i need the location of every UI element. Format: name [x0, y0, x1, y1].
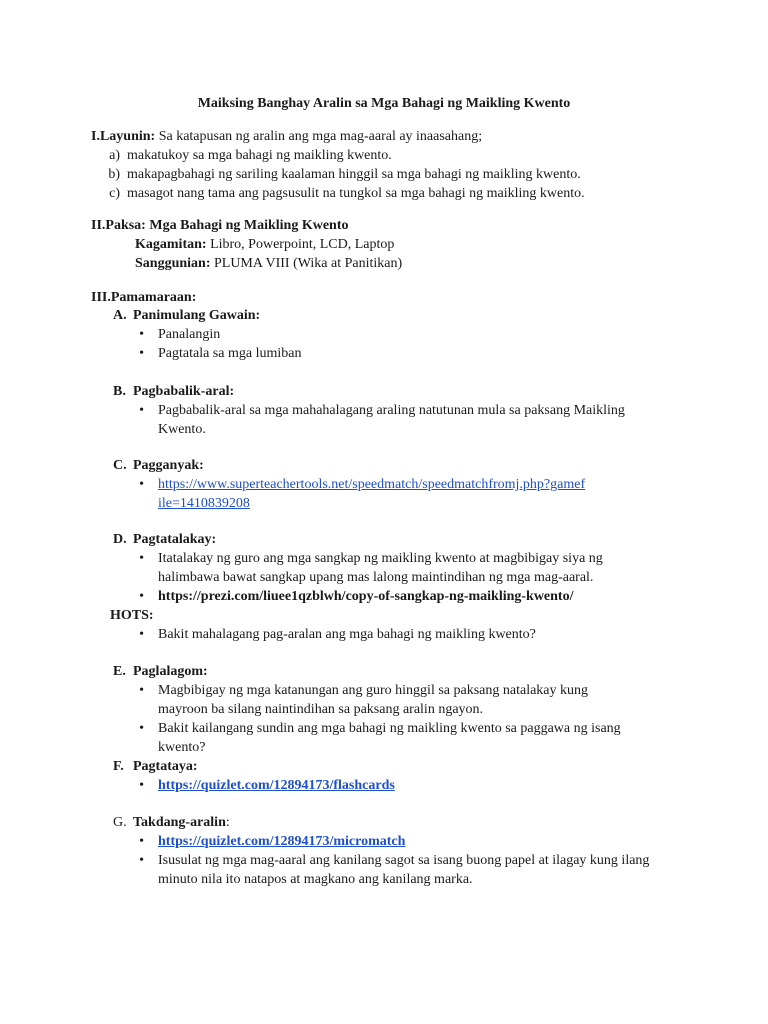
- paksa-label: II.Paksa:: [91, 218, 146, 233]
- pagtataya-section: F. Pagtataya: • https://quizlet.com/12894173/flashcards: [91, 757, 691, 795]
- list-item: • https://prezi.com/liuee1qzblwh/copy-of-sangkap-ng-maikling-kwento/: [91, 587, 691, 606]
- list-item: • Pagbabalik-aral sa mga mahahalagang araling natutunan mula sa paksang Maikling Kwento.: [139, 403, 625, 437]
- list-item: • https://www.superteachertools.net/speedmatch/speedmatchfromj.php?gamefile=1410839208: [139, 477, 586, 511]
- paglalagom-section: E. Paglalagom: • Magbibigay ng mga katanungan ang guro hinggil sa paksang natalakay kung mayroon ba silang naintindihan sa paksang aralin ngayon. • Bakit kailangang sundin ang mga bahagi ng maikling kwento sa paggawa ng isang kwento?: [91, 662, 691, 757]
- sanggunian-label: Sanggunian:: [135, 256, 211, 271]
- takdang-aralin-section: G. Takdang-aralin : • https://quizlet.com/12894173/micromatch • Isusulat ng mga mag-aaral ang kanilang sagot sa isang buong papel at ilagay kung ilang minuto nila ito natapos at magkano ang kanilang marka.: [91, 813, 691, 889]
- list-item: • https://quizlet.com/12894173/micromatch: [139, 834, 406, 849]
- pagbabalik-aral-title: Pagbabalik-aral:: [133, 384, 235, 399]
- panimulang-gawain-title: Panimulang Gawain:: [133, 308, 261, 323]
- speedmatch-link[interactable]: https://www.superteachertools.net/speedmatch/speedmatchfromj.php?gamefile=1410839208: [158, 477, 586, 511]
- list-item: • Bakit kailangang sundin ang mga bahagi ng maikling kwento sa paggawa ng isang kwento?: [139, 721, 621, 755]
- list-item: • Pagtatala sa mga lumiban: [139, 346, 302, 361]
- list-item: • Bakit mahalagang pag-aralan ang mga bahagi ng maikling kwento?: [139, 627, 536, 642]
- layunin-label: I.Layunin:: [91, 129, 156, 144]
- kagamitan-label: Kagamitan:: [135, 237, 207, 252]
- pagtataya-title: Pagtataya:: [133, 759, 198, 774]
- list-item: • Magbibigay ng mga katanungan ang guro hinggil sa paksang natalakay kung mayroon ba silang naintindihan sa paksang aralin ngayon.: [139, 683, 589, 717]
- panimulang-gawain-section: A. Panimulang Gawain: • Panalangin • Pagtatala sa mga lumiban: [91, 306, 691, 363]
- list-item: b) makapagbahagi ng sariling kaalaman hinggil sa mga bahagi ng maikling kwento.: [108, 167, 581, 182]
- pamamaraan-label: III.Pamamaraan:: [91, 290, 197, 305]
- list-item: • Itatalakay ng guro ang mga sangkap ng maikling kwento at magbibigay siya ng halimbawa bawat sangkap upang mas lalong maintindihan ng mga mag-aaral.: [139, 551, 603, 585]
- quizlet-flashcards-link[interactable]: https://quizlet.com/12894173/flashcards: [158, 778, 395, 793]
- pagtatalakay-title: Pagtatalakay:: [133, 532, 217, 547]
- page-title: Maiksing Banghay Aralin sa Mga Bahagi ng Maikling Kwento: [197, 96, 571, 111]
- sanggunian-value: PLUMA VIII (Wika at Panitikan): [213, 256, 403, 271]
- list-item: • https://quizlet.com/12894173/flashcards: [139, 778, 395, 793]
- pagbabalik-aral-section: B. Pagbabalik-aral: • Pagbabalik-aral sa mga mahahalagang araling natutunan mula sa paksang Maikling Kwento.: [91, 382, 691, 439]
- list-item: c) masagot nang tama ang pagsusulit na tungkol sa mga bahagi ng maikling kwento.: [109, 186, 585, 201]
- quizlet-micromatch-link[interactable]: https://quizlet.com/12894173/micromatch: [158, 834, 406, 849]
- takdang-aralin-title: Takdang-aralin: [133, 815, 226, 830]
- layunin-text: Sa katapusan ng aralin ang mga mag-aaral ay inaasahang;: [158, 129, 483, 144]
- pagganyak-section: C. Pagganyak: • https://www.superteachertools.net/speedmatch/speedmatchfromj.php?gamefile=1410839208: [91, 456, 691, 513]
- prezi-link-text: https://prezi.com/liuee1qzblwh/copy-of-sangkap-ng-maikling-kwento/: [158, 589, 574, 604]
- paglalagom-title: Paglalagom:: [133, 664, 208, 679]
- paksa-text: Mga Bahagi ng Maikling Kwento: [149, 218, 349, 233]
- kagamitan-value: Libro, Powerpoint, LCD, Laptop: [210, 237, 395, 252]
- paksa-section: [91, 216, 691, 273]
- pagtatalakay-section: D. Pagtatalakay: • Itatalakay ng guro ang mga sangkap ng maikling kwento at magbibigay siya ng halimbawa bawat sangkap upang mas lalong maintindihan ng mga mag-aaral. • https://prezi.com/liuee1qzblwh/copy-of-sangkap-ng-maikling-kwento/ HOTS: • Bakit mahalagang pag-aralan ang mga bahagi ng maikling kwento?: [91, 530, 691, 644]
- list-item: a) makatukoy sa mga bahagi ng maikling kwento.: [109, 148, 392, 163]
- list-item: • Panalangin: [139, 327, 221, 342]
- hots-label: HOTS:: [110, 608, 154, 623]
- pagganyak-title: Pagganyak:: [133, 458, 204, 473]
- list-item: • Isusulat ng mga mag-aaral ang kanilang sagot sa isang buong papel at ilagay kung ilang minuto nila ito natapos at magkano ang kanilang marka.: [139, 853, 650, 887]
- layunin-section: [91, 127, 691, 203]
